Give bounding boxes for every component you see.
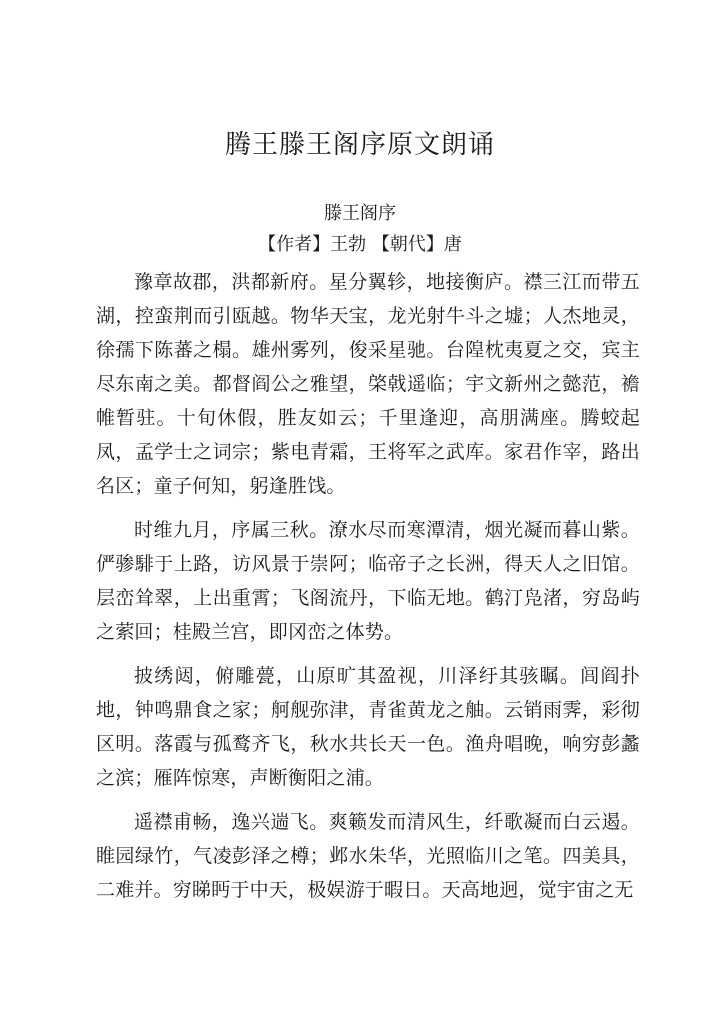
paragraph: 披绣闼，俯雕甍，山原旷其盈视，川泽纡其骇瞩。闾阎扑地，钟鸣鼎食之家；舸舰弥津，青雀黄龙之舳。云销雨霁，彩彻区明。落霞与孤鹜齐飞，秋水共长天一色。渔舟唱晚，响穷彭蠡之滨；雁阵惊寒，声断衡阳之浦。 — [96, 665, 640, 789]
poem-title: 滕王阁序 — [324, 203, 396, 224]
paragraph: 时维九月，序属三秋。潦水尽而寒潭清，烟光凝而暮山紫。俨骖騑于上路，访风景于崇阿；临帝子之长洲，得天人之旧馆。层峦耸翠，上出重霄；飞阁流丹，下临无地。鹤汀凫渚，穷岛屿之萦回；桂殿兰宫，即冈峦之体势。 — [96, 519, 640, 643]
document-title: 腾王滕王阁序原文朗诵 — [224, 130, 495, 160]
document-body — [96, 265, 640, 917]
paragraph: 豫章故郡，洪都新府。星分翼轸，地接衡庐。襟三江而带五湖，控蛮荆而引瓯越。物华天宝，龙光射牛斗之墟；人杰地灵，徐孺下陈蕃之榻。雄州雾列，俊采星驰。台隍枕夷夏之交，宾主尽东南之美。都督阎公之雅望，棨戟遥临；宇文新州之懿范，襜帷暂驻。十旬休假，胜友如云；千里逢迎，高朋满座。腾蛟起凤，孟学士之词宗；紫电青霜，王将军之武库。家君作宰，路出名区；童子何知，躬逢胜饯。 — [96, 271, 640, 497]
paragraph: 遥襟甫畅，逸兴遄飞。爽籁发而清风生，纤歌凝而白云遏。睢园绿竹，气凌彭泽之樽；邺水朱华，光照临川之笔。四美具，二难并。穷睇眄于中天，极娱游于暇日。天高地迥，觉宇宙之无 — [96, 811, 640, 901]
author-dynasty-line: 【作者】王勃 【朝代】唐 — [258, 234, 462, 255]
